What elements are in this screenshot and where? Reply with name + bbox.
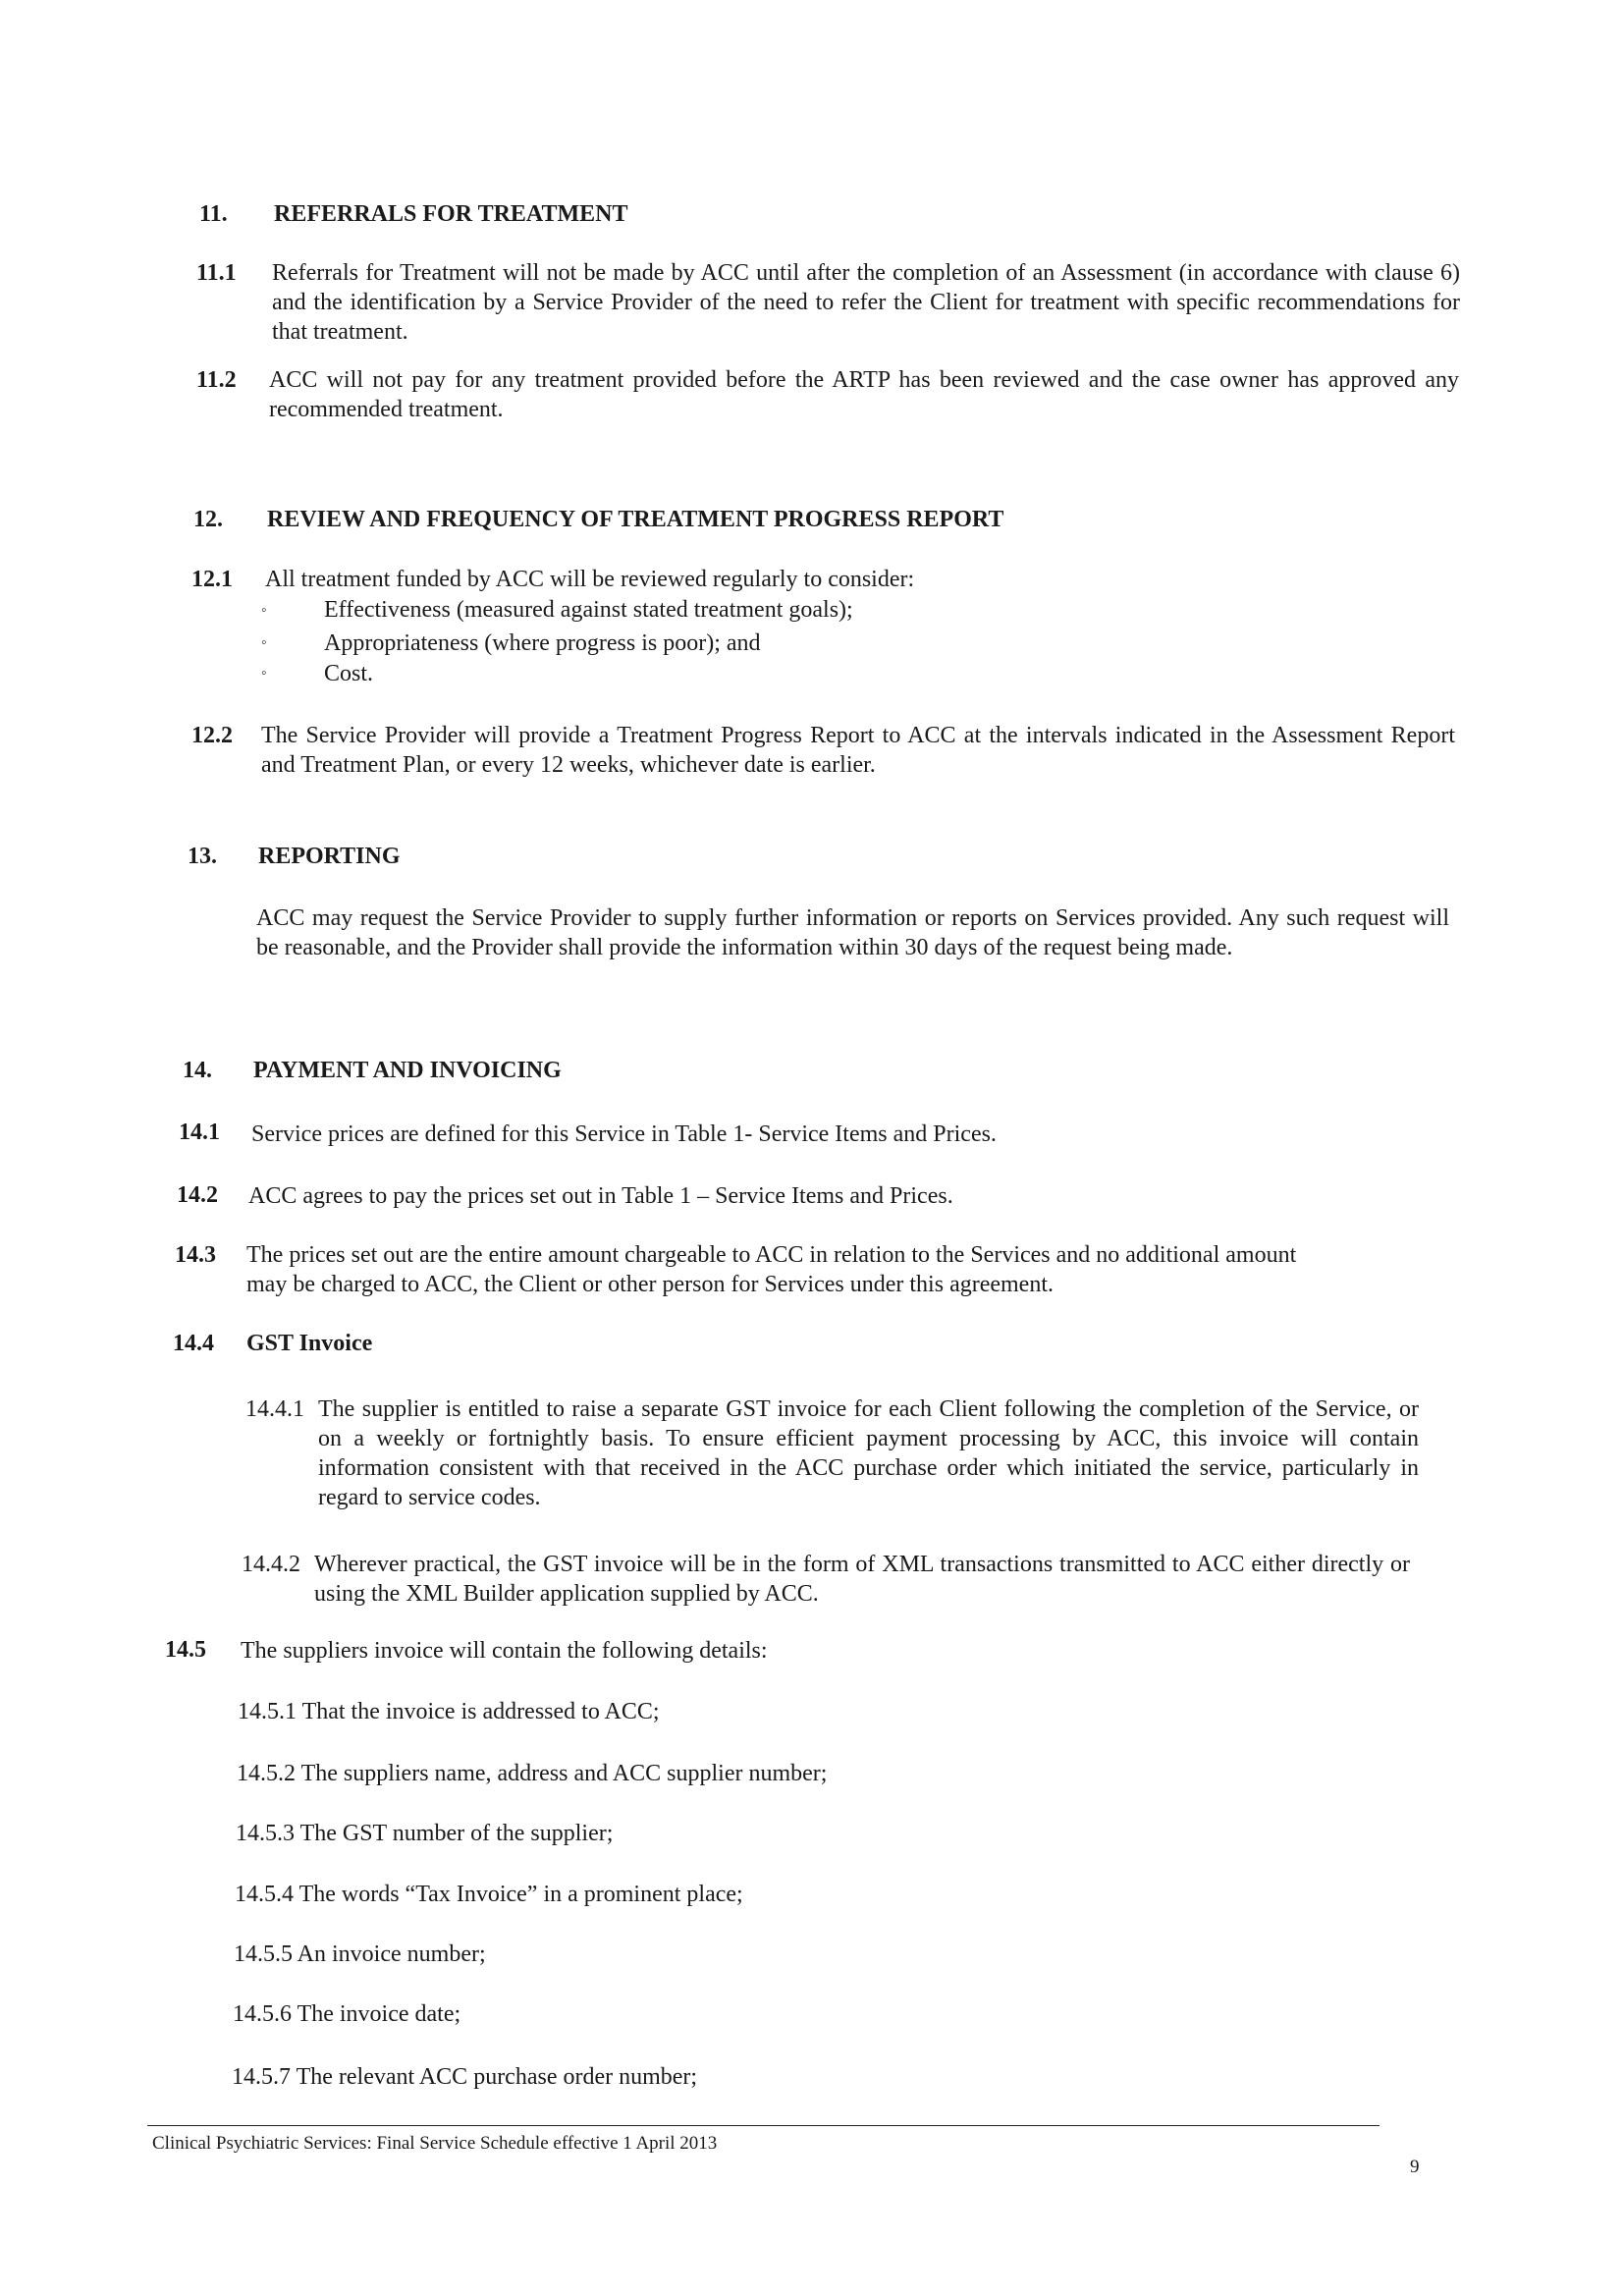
page-number: 9 xyxy=(1410,2157,1420,2177)
clause-number: 14.2 xyxy=(177,1182,218,1208)
clause-text: Referrals for Treatment will not be made by ACC until after the completion of an Assessment (in accordance with clause 6) and the identification by a Service Provider of the need to refer the Client for treatment with specific recommendations for that treatment. xyxy=(272,260,1460,345)
bullet-icon: ◦ xyxy=(261,665,267,682)
clause-number: 14.1 xyxy=(179,1120,220,1145)
list-item: 14.5.5 An invoice number; xyxy=(234,1941,486,1967)
list-item: 14.5.2 The suppliers name, address and ACC supplier number; xyxy=(237,1761,828,1786)
bullet-item: Cost. xyxy=(324,661,374,686)
clause-number: 12.2 xyxy=(191,723,233,748)
clause-number: 12.1 xyxy=(191,567,233,592)
list-item: 14.5.1 That the invoice is addressed to ACC; xyxy=(238,1699,660,1724)
footer-divider xyxy=(147,2125,1380,2126)
subclause-text xyxy=(242,1550,1410,1609)
subclause-number: 14.4.2 xyxy=(242,1552,300,1577)
subclause-text xyxy=(245,1394,1419,1512)
clause-text: ACC will not pay for any treatment provided before the ARTP has been reviewed and the case owner has approved any recommended treatment. xyxy=(269,367,1459,422)
section-heading: PAYMENT AND INVOICING xyxy=(253,1058,562,1083)
clause-number: 14.5 xyxy=(165,1637,206,1663)
section-number: 11. xyxy=(199,201,228,227)
footer-text: Clinical Psychiatric Services: Final Service Schedule effective 1 April 2013 xyxy=(152,2133,718,2154)
subclause-body: The supplier is entitled to raise a separate GST invoice for each Client following the completion of the Service, or on a weekly or fortnightly basis. To ensure efficient payment processing by ACC, this invoice will contain information consistent with that received in the ACC purchase order which initiated the service, particularly in regard to service codes. xyxy=(318,1396,1419,1510)
bullet-item: Appropriateness (where progress is poor); and xyxy=(324,630,761,656)
subclause-number: 14.4.1 xyxy=(245,1396,304,1422)
paragraph: ACC may request the Service Provider to supply further information or reports on Services provided. Any such request will be reasonable, and the Provider shall provide the information within 30 days of the request being made. xyxy=(256,905,1449,960)
subsection-heading: GST Invoice xyxy=(246,1331,373,1356)
section-heading: REPORTING xyxy=(258,844,401,869)
clause-text: All treatment funded by ACC will be reviewed regularly to consider: xyxy=(265,567,915,592)
bullet-icon: ◦ xyxy=(261,634,267,651)
bullet-icon: ◦ xyxy=(261,602,267,619)
subclause-body: Wherever practical, the GST invoice will be in the form of XML transactions transmitted to ACC either directly or using the XML Builder application supplied by ACC. xyxy=(314,1552,1410,1607)
clause-text: ACC agrees to pay the prices set out in Table 1 – Service Items and Prices. xyxy=(248,1183,953,1209)
section-number: 14. xyxy=(183,1058,212,1083)
clause-text: Service prices are defined for this Service in Table 1- Service Items and Prices. xyxy=(251,1121,997,1147)
section-heading: REFERRALS FOR TREATMENT xyxy=(274,201,628,227)
list-item: 14.5.6 The invoice date; xyxy=(233,2001,461,2027)
list-item: 14.5.4 The words “Tax Invoice” in a prominent place; xyxy=(235,1882,743,1907)
clause-text: The prices set out are the entire amount chargeable to ACC in relation to the Services and no additional amount may be charged to ACC, the Client or other person for Services under this agreement. xyxy=(246,1242,1297,1297)
clause-number: 11.1 xyxy=(196,260,237,286)
clause-number: 14.4 xyxy=(173,1331,214,1356)
section-number: 13. xyxy=(188,844,217,869)
list-item: 14.5.7 The relevant ACC purchase order number; xyxy=(232,2064,698,2090)
list-item: 14.5.3 The GST number of the supplier; xyxy=(236,1821,614,1846)
clause-text: The Service Provider will provide a Treatment Progress Report to ACC at the intervals indicated in the Assessment Report and Treatment Plan, or every 12 weeks, whichever date is earlier. xyxy=(261,723,1455,778)
clause-text: The suppliers invoice will contain the following details: xyxy=(241,1638,768,1664)
bullet-item: Effectiveness (measured against stated treatment goals); xyxy=(324,597,853,623)
section-heading: REVIEW AND FREQUENCY OF TREATMENT PROGRESS REPORT xyxy=(267,507,1004,532)
clause-number: 11.2 xyxy=(196,367,237,393)
section-number: 12. xyxy=(193,507,223,532)
clause-number: 14.3 xyxy=(175,1242,216,1268)
